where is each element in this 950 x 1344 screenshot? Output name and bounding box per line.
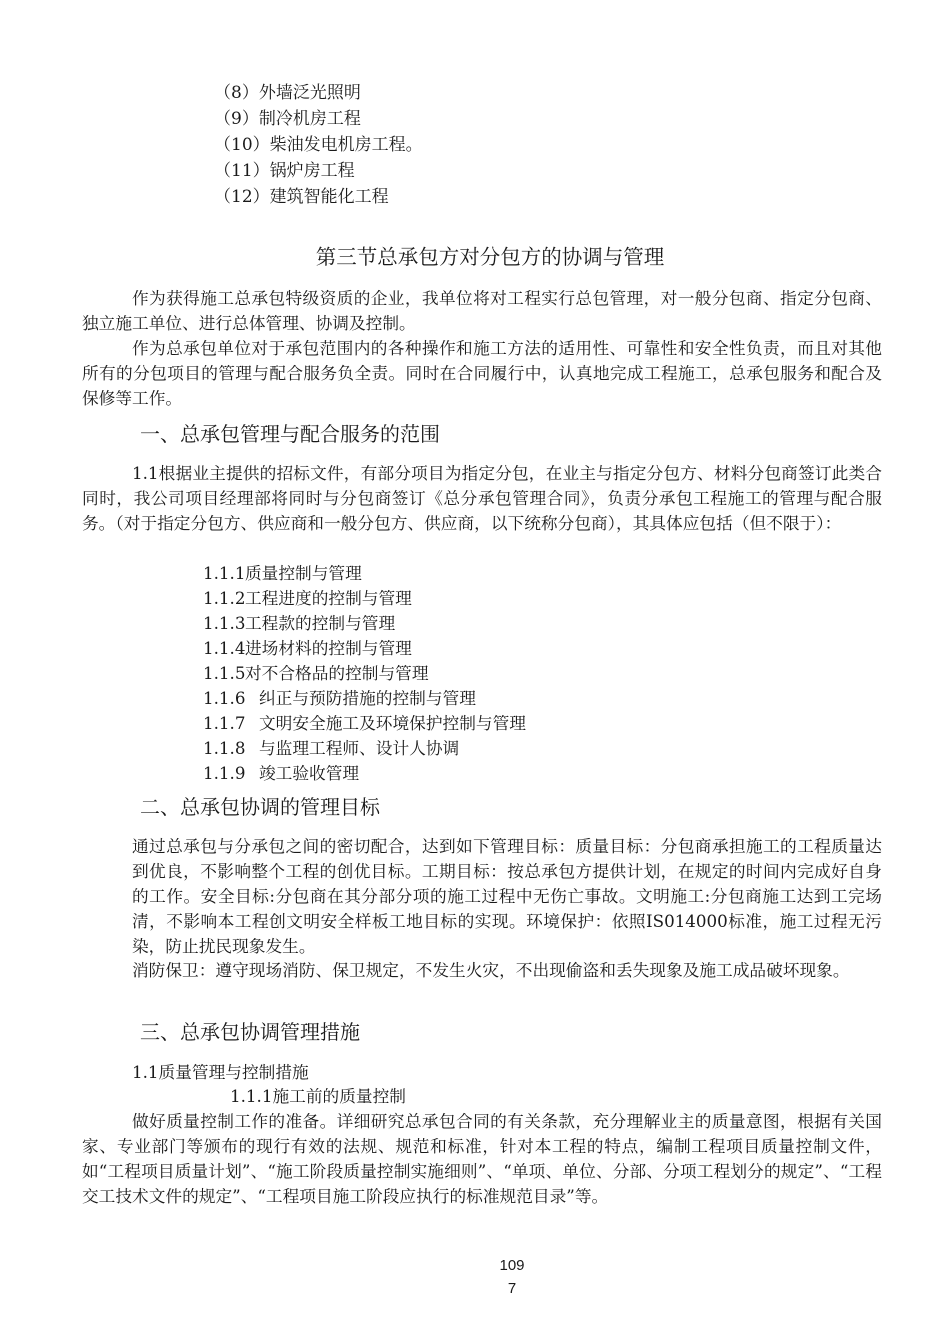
list-item: 1.1.3工程款的控制与管理 (203, 613, 396, 633)
list-item: 1.1.9 竣工验收管理 (203, 763, 360, 783)
list-item: 1.1.7 文明安全施工及环境保护控制与管理 (203, 713, 526, 733)
page-number: 109 (499, 1257, 525, 1274)
section-title: 第三节总承包方对分包方的协调与管理 (315, 245, 665, 269)
list-item: （11）锅炉房工程 (214, 161, 355, 181)
part3-subheading-1: 1.1质量管理与控制措施 (132, 1062, 309, 1082)
page-sub-number: 7 (507, 1280, 517, 1297)
list-item: 1.1.1质量控制与管理 (203, 563, 362, 583)
list-item: （8）外墙泛光照明 (214, 83, 361, 103)
part3-subheading-2: 1.1.1施工前的质量控制 (230, 1086, 406, 1106)
list-item: 1.1.6 纠正与预防措施的控制与管理 (203, 688, 476, 708)
list-item: （9）制冷机房工程 (214, 109, 361, 129)
list-item: （10）柴油发电机房工程。 (214, 135, 423, 155)
list-item: 1.1.8 与监理工程师、设计人协调 (203, 738, 460, 758)
part1-paragraph: 1.1根据业主提供的招标文件，有部分项目为指定分包，在业主与指定分包方、材料分包商签订此类合同时，我公司项目经理部将同时与分包商签订《总分承包管理合同》，负责分承包工程施工的管理与配合服务。（对于指定分包方、供应商和一般分包方、供应商，以下统称分包商），其具体应包括（但不限于）： (82, 463, 882, 533)
part3-paragraph: 做好质量控制工作的准备。详细研究总承包合同的有关条款，充分理解业主的质量意图，根据有关国家、专业部门等颁布的现行有效的法规、规范和标准，针对本工程的特点，编制工程项目质量控制文件，如“工程项目质量计划”、“施工阶段质量控制实施细则”、“单项、单位、分部、分项工程划分的规定”、“工程交工技术文件的规定”、“工程项目施工阶段应执行的标准规范目录”等。 (82, 1111, 882, 1206)
part2-paragraph-2: 消防保卫：遵守现场消防、保卫规定，不发生火灾，不出现偷盗和丢失现象及施工成品破坏现象。 (132, 960, 850, 980)
list-item: 1.1.2工程进度的控制与管理 (203, 588, 412, 608)
list-item: （12）建筑智能化工程 (214, 187, 389, 207)
part2-heading: 二、总承包协调的管理目标 (140, 795, 380, 819)
part1-item-list (203, 561, 526, 786)
list-item: 1.1.5对不合格品的控制与管理 (203, 663, 429, 683)
top-item-list (214, 80, 423, 210)
part1-heading: 一、总承包管理与配合服务的范围 (140, 422, 440, 446)
part2-paragraph-1: 通过总承包与分承包之间的密切配合，达到如下管理目标：质量目标：分包商承担施工的工程质量达到优良，不影响整个工程的创优目标。工期目标：按总承包方提供计划，在规定的时间内完成好自身的工作。安全目标:分包商在其分部分项的施工过程中无伤亡事故。文明施工:分包商施工达到工完场清，不影响本工程创文明安全样板工地目标的实现。环境保护：依照IS014000标准，施工过程无污染，防止扰民现象发生。 (132, 836, 882, 956)
list-item: 1.1.4进场材料的控制与管理 (203, 638, 412, 658)
part3-heading: 三、总承包协调管理措施 (140, 1020, 360, 1044)
intro-paragraph-2: 作为总承包单位对于承包范围内的各种操作和施工方法的适用性、可靠性和安全性负责，而且对其他所有的分包项目的管理与配合服务负全责。同时在合同履行中，认真地完成工程施工，总承包服务和配合及保修等工作。 (82, 338, 882, 408)
intro-paragraph-1: 作为获得施工总承包特级资质的企业，我单位将对工程实行总包管理，对一般分包商、指定分包商、独立施工单位、进行总体管理、协调及控制。 (82, 288, 882, 333)
